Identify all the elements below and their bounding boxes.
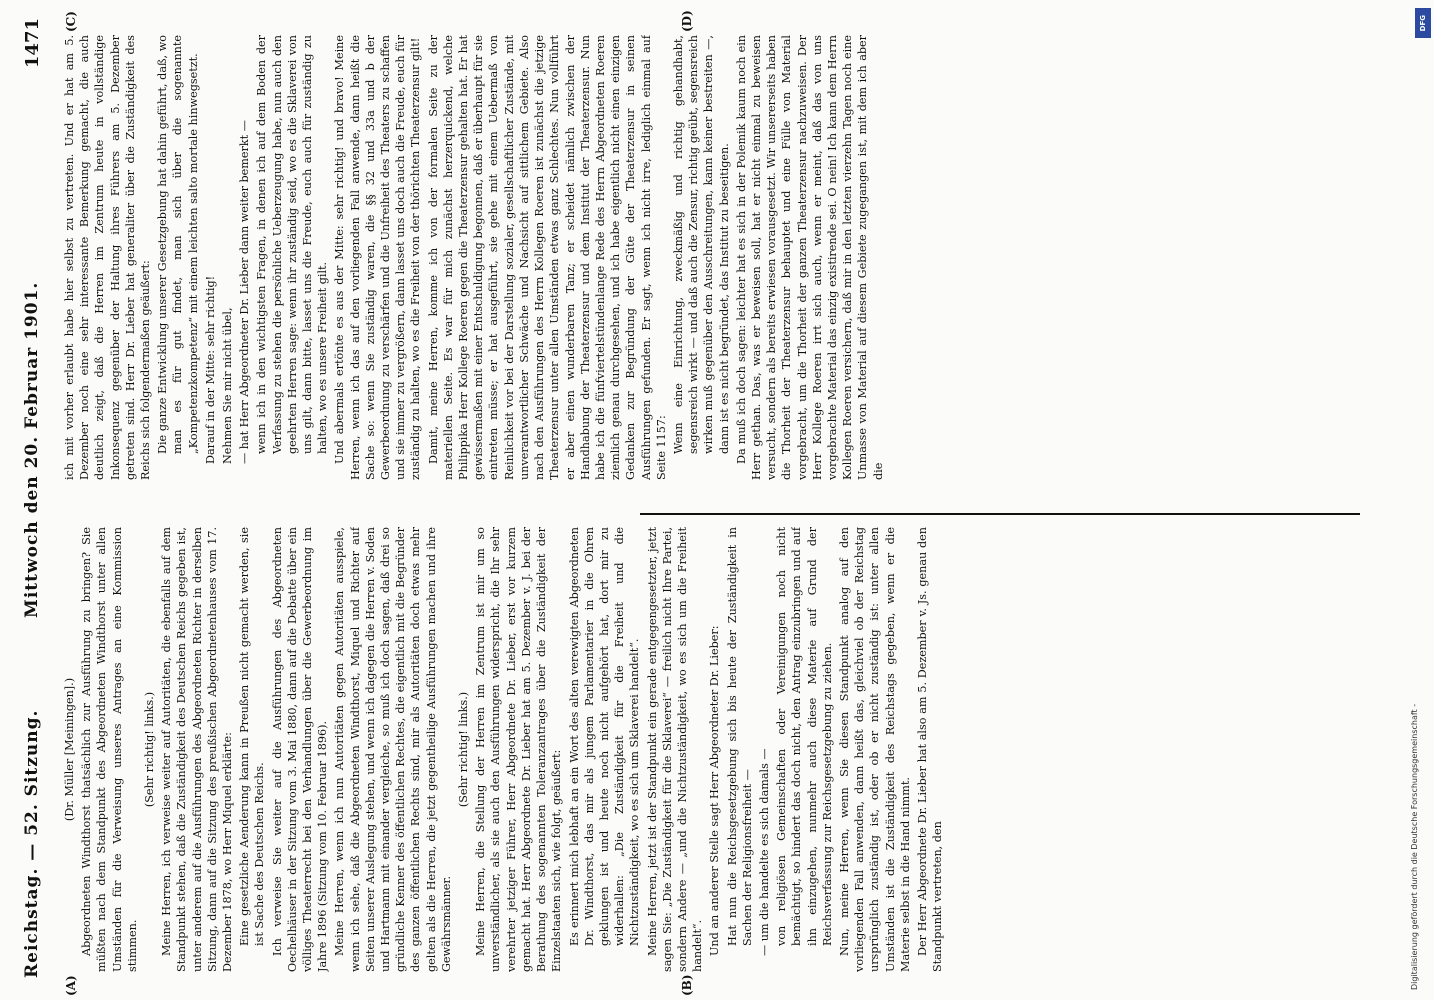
right-column-paragraph: — hat Herr Abgeordneter Dr. Lieber dann weiter bemerkt — [238, 120, 252, 464]
right-column-paragraph: Nehmen Sie mir nicht übel, [221, 307, 235, 464]
left-column-paragraph: Hat nun die Reichsgesetzgebung sich bis heute der Zuständigkeit in Sachen der Religionsfreiheit — [725, 527, 754, 946]
left-column-paragraph: Abgeordneten Windthorst thatsächlich zur Ausführung zu bringen? Sie müßten nach dem Standpunkt des Abgeordneten Windthorst unter allen Umständen für die Verweisung unseres Antrages an eine Kommission stimmen. [80, 527, 139, 972]
right-column-paragraph: Darauf in der Mitte: sehr richtig! [203, 275, 217, 464]
right-column-paragraph: Die ganze Entwicklung unserer Gesetzgebung hat dahin geführt, daß, wo man es für gut findet, man sich über die sogenannte „Kompetenzkompetenz“ mit einem leichten salto mortale hinwegsetzt. [156, 35, 200, 454]
margin-marker-a: (A) [64, 975, 78, 996]
left-column-paragraph: Meine Herren, jetzt ist der Standpunkt ein gerade entgegengesetzter, jetzt sagen Sie: „Die Zuständigkeit für die Sklaverei“ — freilich nicht Ihre Partei, sondern Andere — „und die Nichtzuständigkeit, wo es sich um die Freiheit handelt“. [645, 527, 705, 972]
left-column-paragraph: Meine Herren, die Stellung der Herren im Zentrum ist mir um so unverständlicher, als sie auch den Ausführungen widerspricht, die Ihr sehr verehrter jetziger Führer, Herr Abgeordnete Dr. Lieber, erst vor kurzem gemacht hat. Herr Abgeordnete Dr. Lieber hat am 5. Dezember v. J. bei der Berathung des sogenannten Toleranzantrages über die Zuständigkeit der Einzelstaaten sich, wie folgt, geäußert: [474, 527, 564, 972]
dfg-logo [1415, 8, 1431, 38]
margin-marker-b: (B) [680, 974, 694, 996]
digitization-note-text: Digitalisierung gefördert durch die Deutsche Forschungsgemeinschaft - [1410, 703, 1419, 990]
margin-marker-c: (C) [64, 11, 78, 32]
left-column-paragraph: — um die handelte es sich damals — [757, 748, 771, 956]
left-column-paragraph: Meine Herren, wenn ich nun Autoritäten gegen Autoritäten ausspiele, wenn ich sehe, daß die Abgeordneten Windthorst, Miquel und Richter auf Seiten unserer Auslegung stehen, und wenn ich dagegen die Herren v. Soden und Hartmann mit einander vergleiche, so muß ich doch sagen, daß drei so gründliche Kenner des öffentlichen Rechtes, die eigentlich mit die Begründer des ganzen öffentlichen Rechts sind, mir als Autoritäten doch etwas mehr gelten als die Herren, die jetzt gegentheilige Ausführungen machen und ihre Gewährsmänner. [333, 527, 453, 972]
header-center: Mittwoch den 20. Februar 1901. [22, 281, 42, 618]
left-column [62, 527, 1342, 972]
right-column-paragraph: Wenn eine Einrichtung, zweckmäßig und richtig gehandhabt, segensreich wirkt — und daß auch die Zensur, richtig geübt, segensreich wirken muß gegenüber den Ausschreitungen, kann keiner bestreiten —, dann ist es nicht begründet, das Institut zu beseitigen. [671, 35, 731, 454]
column-divider [640, 513, 1360, 515]
left-column-paragraph: Eine gesetzliche Aenderung kann in Preußen nicht gemacht werden, sie ist Sache des Deutschen Reichs. [238, 527, 267, 946]
right-column-paragraph: Da muß ich doch sagen: leichter hat es sich in der Polemik kaum noch ein Herr gethan. Das, was er beweisen soll, hat er nicht einmal zu beweisen versucht, sondern als bereits erwiesen vorausgesetzt. Wir unsererseits haben die Thorheit der Theaterzensur behauptet und eine Fülle von Material vorgebracht, um die Thorheit der ganzen Theaterzensur nachzuweisen. Der Herr Kollege Roeren irrt sich auch, wenn er meint, daß das von uns vorgebrachte Material das einzig existirende sei. O nein! Ich kann dem Herrn Kollegen Roeren versichern, daß mir in den letzten vierzehn Tagen noch eine Unmasse von Material auf diesem Gebiete zugegangen ist, mit dem ich aber die [734, 35, 885, 480]
left-column-paragraph: (Sehr richtig! links.) [143, 691, 157, 808]
digitization-note [1410, 10, 1432, 990]
dfg-logo-text: DFG [1419, 14, 1427, 32]
right-column-paragraph: Damit, meine Herren, komme ich von der formalen Seite zu der materiellen Seite. Es war für mich zunächst herzerquickend, welche Philippika Herr Kollege Roeren gegen die Theaterzensur gehalten hat. Er hat gewissermaßen mit einer Entschuldigung begonnen, daß er überhaupt für sie eintreten müsse; er hat ausgeführt, sie gehe mit einem Uebermaß von Reinlichkeit vor bei der Darstellung sozialer, gesellschaftlicher Zustände, mit unverantwortlicher Schwäche und Nachsicht auf sittlichem Gebiete. Also nach den Ausführungen des Herrn Kollegen Roeren ist zunächst die jetzige Theaterzensur unter allen Umständen etwas ganz Schlechtes. Nun vollführt er aber einen wunderbaren Tanz; er scheidet nämlich zwischen der Handhabung der Theaterzensur und dem Institut der Theaterzensur. Nun habe ich die fünfviertelstündenlange Rede des Herrn Abgeordneten Roeren ziemlich genau durchgesehen, und ich habe eigentlich nicht einen einzigen Gedanken zur Begründung der Güte der Theaterzensur in seinen Ausführungen gefunden. Er sagt, wenn ich nicht irre, lediglich einmal auf Seite 1157: [426, 35, 668, 480]
left-column-paragraph: Ich verweise Sie weiter auf die Ausführungen des Abgeordneten Oechelhäuser in der Sitzung vom 3. Mai 1880, dann auf die Debatte über ein völliges Theaterrecht bei den Verhandlungen über die Gewerbeordnung im Jahre 1896 (Sitzung vom 10. Februar 1896). [270, 527, 330, 972]
left-column-paragraph: Meine Herren, ich verweise weiter auf Autoritäten, die ebenfalls auf dem Standpunkt stehen, daß die Zuständigkeit des Deutschen Reichs gegeben ist, unter anderem auf die Ausführungen des Abgeordneten Richter in derselben Sitzung, dann auf die Sitzung des preußischen Abgeordnetenhauses vom 17. Dezember 1878, wo Herr Miquel erklärte: [160, 527, 235, 972]
page-number: 1471 [22, 18, 43, 69]
header-left: Reichstag. — 52. Sitzung. [22, 709, 42, 978]
left-column-paragraph: (Dr. Müller [Meiningen].) [63, 677, 76, 822]
right-column-paragraph: wenn ich in den wichtigsten Fragen, in denen ich auf dem Boden der Verfassung zu stehen die persönliche Ueberzeugung habe, nun auch den geehrten Herren sage: wenn ihr zuständig seid, wo es die Sklaverei von uns gilt, dann bitte, lasset uns die Freude, euch auch für zuständig zu halten, wo es unsere Freiheit gilt. [255, 35, 330, 454]
page-header [8, 18, 52, 978]
left-column-paragraph: (Sehr richtig! links.) [457, 691, 471, 808]
margin-marker-d: (D) [680, 10, 694, 32]
left-column-paragraph: von religiösen Gemeinschaften oder Vereinigungen noch nicht bemächtigt, so hindert das doch nicht, den Antrag einzubringen und auf ihn einzugehen, nunmehr auch diese Materie auf Grund der Reichsverfassung zur Reichsgesetzgebung zu ziehen. [775, 527, 834, 946]
left-column-paragraph: Nun, meine Herren, wenn Sie diesen Standpunkt analog auf den vorliegenden Fall anwenden, dann heißt das, gleichviel ob der Reichstag ursprünglich zuständig ist, oder ob er nicht zuständig ist: unter allen Umständen ist die Zuständigkeit des Reichstags gegeben, wenn er die Materie selbst in die Hand nimmt. [837, 527, 912, 972]
left-column-paragraph: Der Herr Abgeordnete Dr. Lieber hat also am 5. Dezember v. Js. genau den Standpunkt vertreten, den [915, 527, 945, 972]
right-column [62, 35, 1342, 480]
right-column-paragraph: Und abermals ertönte es aus der Mitte: sehr richtig! und bravo! Meine Herren, wenn ich das auf den vorliegenden Fall anwende, dann heißt die Sache so: wenn Sie zuständig waren, die §§ 32 und 33a und b der Gewerbeordnung zu verschärfen und die Unfreiheit des Theaters zu schaffen und sie immer zu vergrößern, dann lasset uns doch auch die Freude, euch für zuständig zu halten, wo es die Freiheit von der thörichten Theaterzensur gilt! [333, 35, 423, 480]
left-column-paragraph: Es erinnert mich lebhaft an ein Wort des alten verewigten Abgeordneten Dr. Windthorst, das mir als jungem Parlamentarier in die Ohren geklungen ist und heute noch nicht aufgehört hat, dort mir zu widerhallen: „Die Zuständigkeit für die Freiheit und die Nichtzuständigkeit, wo es sich um Sklaverei handelt“. [567, 527, 642, 946]
left-column-paragraph: Und an anderer Stelle sagt Herr Abgeordneter Dr. Lieber: [708, 625, 722, 956]
right-column-paragraph: ich mit vorher erlaubt habe hier selbst zu vertreten. Und er hat am 5. Dezember noch eine sehr interessante Bemerkung gemacht, die auch deutlich zeigt, daß die Herren im Zentrum heute in vollständige Inkonsequenz gegenüber der Haltung ihres Führers am 5. Dezember getreten sind. Herr Dr. Lieber hat generaliter über die Zuständigkeit des Reichs sich folgendermaßen geäußert: [63, 35, 153, 480]
